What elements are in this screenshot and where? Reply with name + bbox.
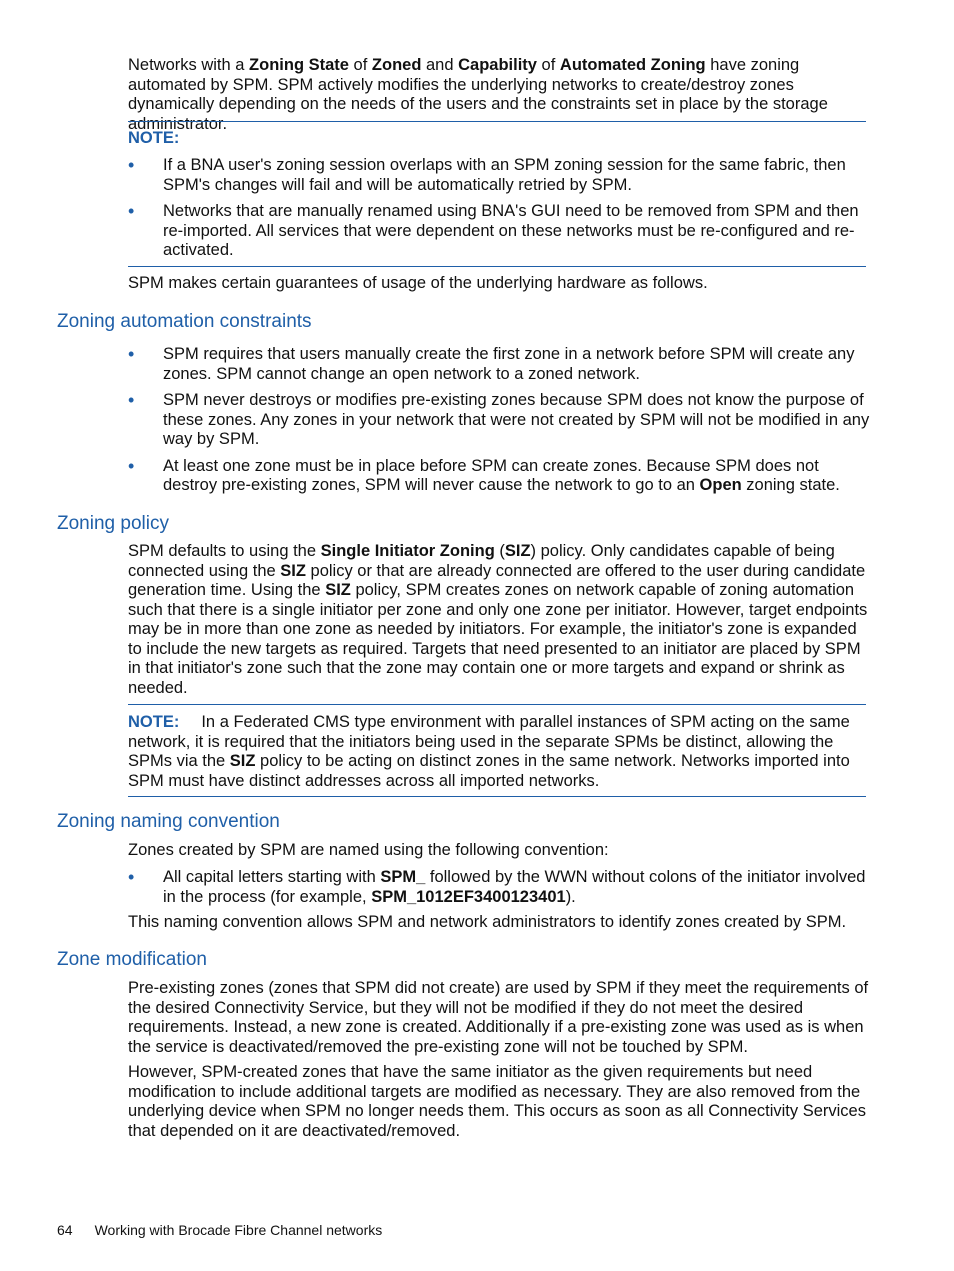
intro-text: of — [536, 56, 560, 74]
policy-note-text: policy to be acting on distinct zones in the same network. Networks imported into SPM must have distinct addresses across all imported networks. — [128, 752, 850, 790]
note-bullet-list — [128, 156, 870, 261]
policy-text: policy or that are already connected are offered to the user during candidate generation time. Using the — [128, 561, 866, 599]
policy-note — [128, 713, 870, 791]
constraint-text: At least one zone must be in place before SPM can create zones. Because SPM does not destroy pre-existing zones, SPM will never cause the network to go to an — [163, 456, 819, 494]
naming-item — [128, 868, 870, 907]
section-heading-naming: Zoning naming convention — [57, 811, 280, 832]
naming-outro: This naming convention allows SPM and network administrators to identify zones created by SPM. — [128, 913, 847, 931]
term-zoned: Zoned — [371, 56, 422, 74]
section-heading-modification: Zone modification — [57, 949, 207, 970]
guarantees-paragraph: SPM makes certain guarantees of usage of the underlying hardware as follows. — [128, 274, 708, 292]
page-number: 64 — [57, 1222, 73, 1238]
intro-text: Networks with a — [128, 56, 250, 74]
note-bullet-item: • Networks that are manually renamed using BNA's GUI need to be removed from SPM and then re-imported. All services that were dependent on these networks must be re-configured and re-activated. — [128, 202, 870, 261]
intro-paragraph — [128, 56, 870, 134]
term-siz: SIZ — [280, 561, 306, 580]
note-label: NOTE: — [128, 129, 180, 147]
note-label: NOTE: — [128, 713, 180, 731]
policy-text: ( — [494, 542, 505, 560]
term-zoning-state: Zoning State — [249, 56, 349, 74]
chapter-title: Working with Brocade Fibre Channel networks — [94, 1222, 383, 1238]
policy-note-text: In a Federated CMS type environment with parallel instances of SPM acting on the same network, it is required that the initiators being used in the separate SPMs be distinct, allowing the SPMs via the — [128, 713, 850, 770]
term-capability: Capability — [458, 56, 537, 74]
term-example-zone-name: SPM_1012EF3400123401 — [371, 887, 566, 906]
term-siz: SIZ — [229, 752, 256, 770]
policy-paragraph — [128, 542, 870, 698]
naming-text: ). — [565, 887, 576, 906]
constraint-item: • SPM requires that users manually create the first zone in a network before SPM will create any zones. SPM cannot change an open network to a zoned network. — [128, 345, 870, 384]
modification-paragraph-1: Pre-existing zones (zones that SPM did not create) are used by SPM if they meet the requirements of the desired Connectivity Service, but they will not be modified if they do not meet the desired requirements. Instead, a new zone is created. Additionally if a pre-existing zone was used as is when the service is deactivated/removed the pre-existing zone will not be touched by SPM. — [128, 979, 869, 1056]
page-footer — [57, 1222, 404, 1238]
term-open: Open — [699, 476, 742, 494]
policy-text: SPM defaults to using the — [128, 542, 321, 560]
constraint-item — [128, 457, 870, 496]
naming-text: followed by the WWN without colons of the initiator involved in the process (for example, — [163, 868, 866, 906]
note-bullet-item: • If a BNA user's zoning session overlaps with an SPM zoning session for the same fabric, then SPM's changes will fail and will be automatically retried by SPM. — [128, 156, 870, 195]
note-top-rule — [128, 121, 866, 122]
intro-text: and — [421, 56, 459, 74]
section-heading-constraints: Zoning automation constraints — [57, 311, 312, 332]
policy-text: ) policy. Only candidates capable of being connected using the — [128, 542, 835, 580]
section-heading-policy: Zoning policy — [57, 513, 169, 534]
term-single-initiator-zoning: Single Initiator Zoning — [320, 542, 495, 560]
naming-text: All capital letters starting with — [163, 868, 381, 886]
naming-bullet-list — [128, 868, 870, 907]
constraint-text: zoning state. — [741, 476, 840, 494]
intro-text: of — [348, 56, 372, 74]
modification-paragraph-2: However, SPM-created zones that have the same initiator as the given requirements but need modification to include additional targets are modified as necessary. They are also removed from the underlying device when SPM no longer needs them. This occurs as soon as all Connectivity Services that depended on it are deactivated/removed. — [128, 1063, 866, 1140]
term-spm-prefix: SPM_ — [380, 868, 426, 886]
note-bottom-rule — [128, 796, 866, 797]
intro-text: have zoning automated by SPM. SPM actively modifies the underlying networks to create/destroy zones dynamically depending on the needs of the users and the constraints set in place by the storage administrator. — [128, 56, 828, 133]
term-siz: SIZ — [504, 542, 531, 560]
policy-text: policy, SPM creates zones on network capable of zoning automation such that there is a single initiator per zone and only one zone per initiator. However, target endpoints may be in more than one zone as needed by initiators. For example, the initiator's zone is expanded to include the new targets as required. Targets that need presented to an initiator are placed by SPM in that initiator's zone such that the zone may contain one or more targets and expand or shrink as needed. — [128, 581, 868, 697]
term-siz: SIZ — [325, 581, 351, 599]
constraint-item: • SPM never destroys or modifies pre-existing zones because SPM does not know the purpose of these zones. Any zones in your network that were not created by SPM will not be modified in any way by SPM. — [128, 391, 870, 450]
note-top-rule — [128, 704, 866, 705]
note-bottom-rule — [128, 266, 866, 267]
constraints-bullet-list — [128, 345, 870, 496]
term-automated-zoning: Automated Zoning — [559, 56, 706, 74]
naming-intro: Zones created by SPM are named using the following convention: — [128, 841, 609, 859]
